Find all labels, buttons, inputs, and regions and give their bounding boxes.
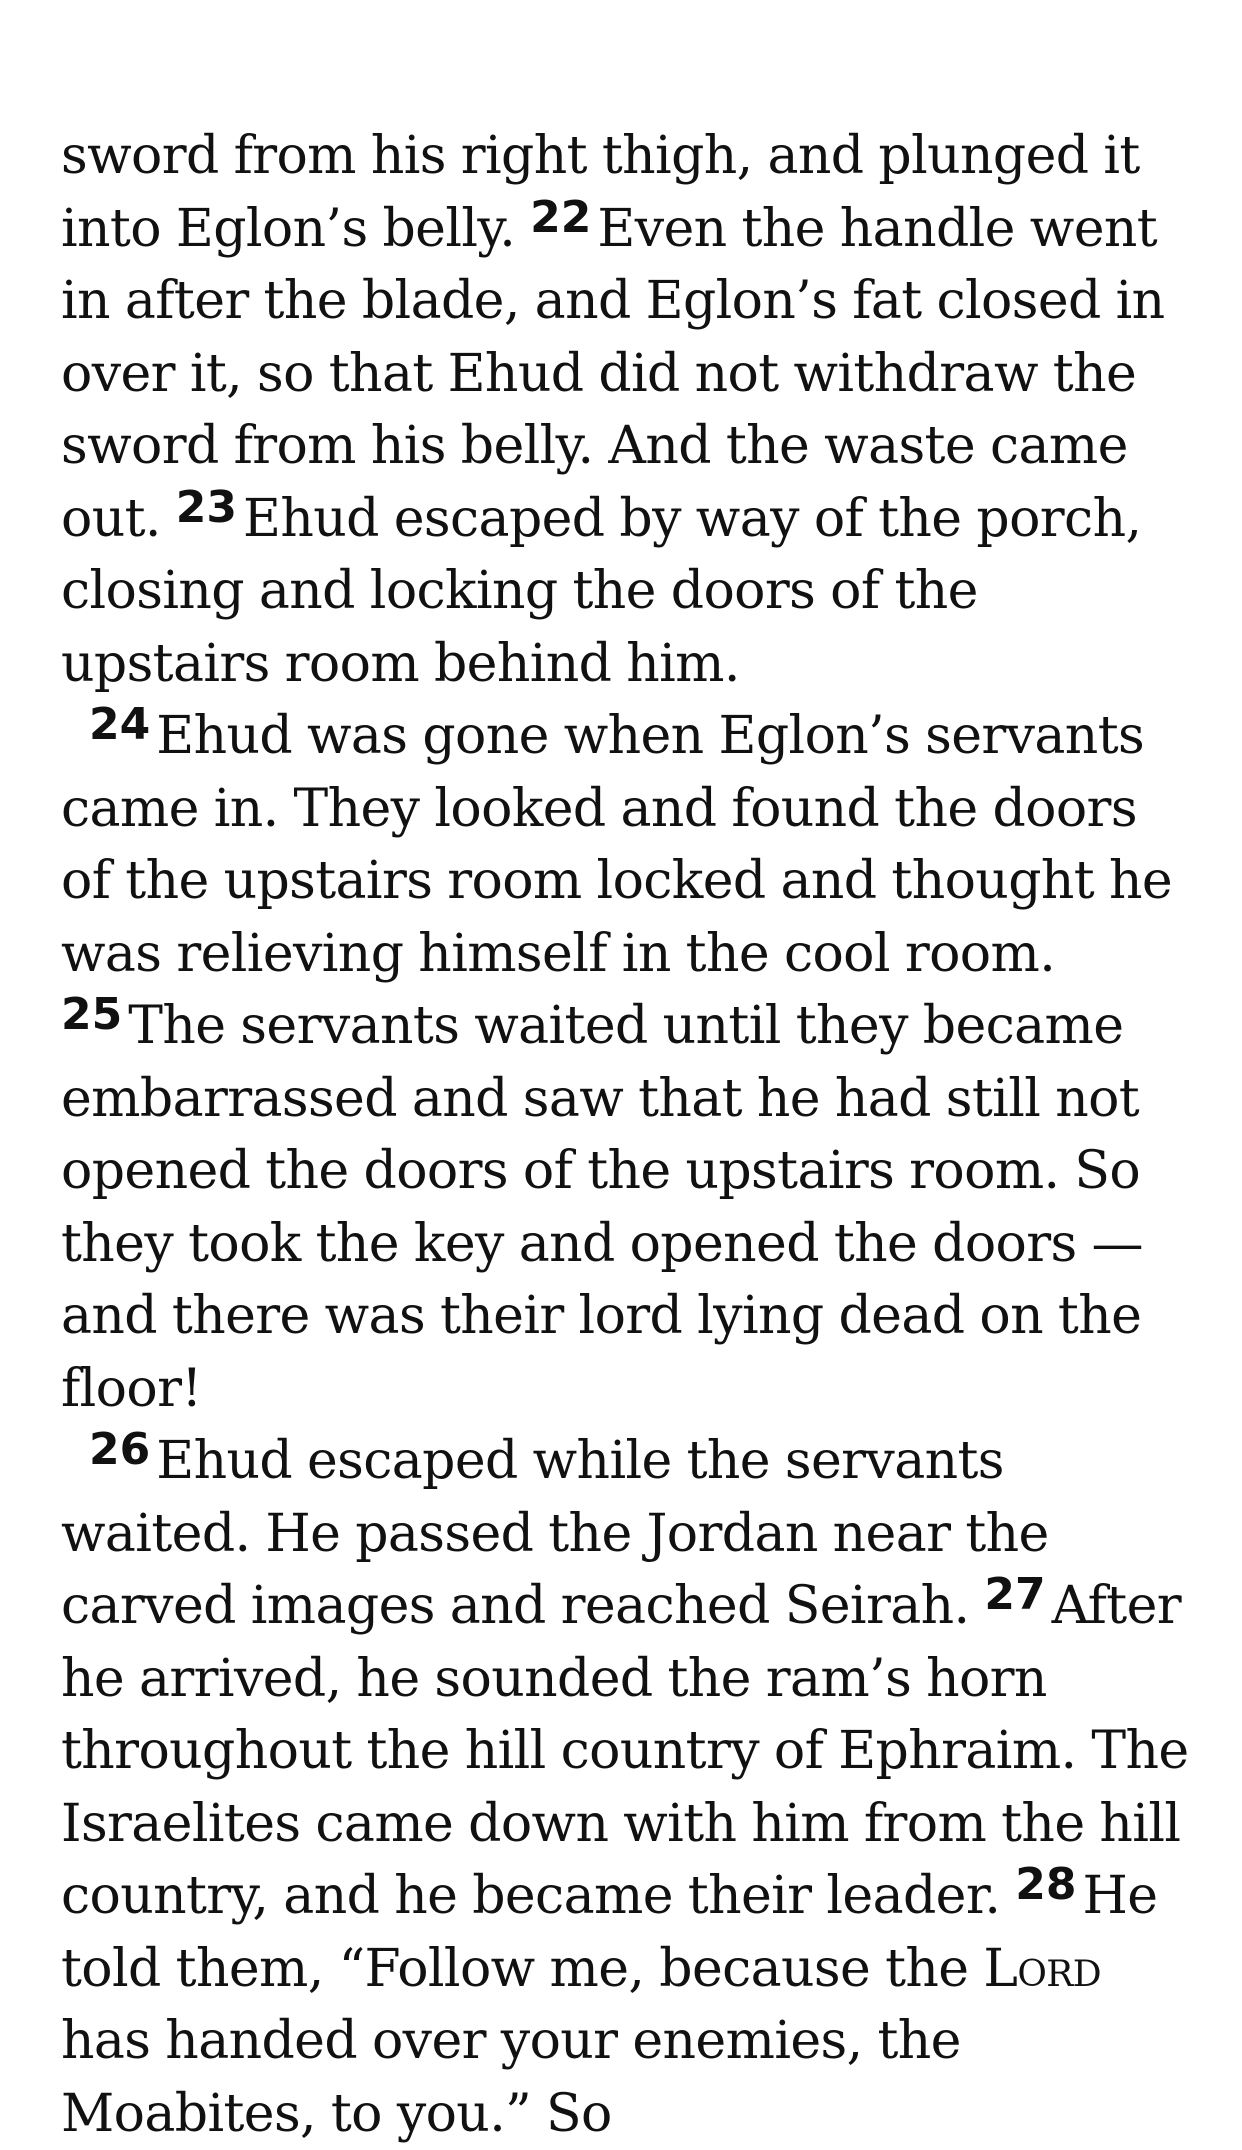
- verse-number[interactable]: 22: [530, 191, 592, 243]
- verse-number[interactable]: 26: [89, 1424, 151, 1475]
- paragraph: [61, 120, 1201, 700]
- verse-text: sword from his right thigh, and plunged it into Eglon’s belly.: [61, 126, 1140, 259]
- verse-text: Even the handle went in after the blade, and Eglon’s fat closed in over it, so that Ehud did not withdraw the sword from his belly. And the waste came out.: [61, 198, 1165, 549]
- verse-number[interactable]: 23: [175, 481, 237, 533]
- verse-text: Ehud escaped by way of the porch, closing and locking the doors of the upstairs room behind him.: [61, 488, 1142, 694]
- verse-text: Ehud escaped while the servants waited. He passed the Jordan near the carved images and reached Seirah.: [61, 1431, 1049, 1636]
- verse-number[interactable]: 24: [89, 699, 151, 750]
- verse-number[interactable]: 28: [1015, 1859, 1077, 1910]
- paragraph: [61, 700, 1201, 1425]
- verse-text: The servants waited until they became embarrassed and saw that he had still not opened the doors of the upstairs room. So they took the key and opened the doors — and there was their lord lying dead on the floor!: [61, 996, 1143, 1419]
- reading-pane: [61, 120, 1201, 2150]
- verse-number[interactable]: 25: [61, 989, 123, 1040]
- verse-text: After he arrived, he sounded the ram’s horn throughout the hill country of Ephraim. The Israelites came down with him from the hill country, and he became their leader.: [61, 1576, 1189, 1926]
- paragraph: [61, 1425, 1201, 2150]
- verse-number[interactable]: 27: [984, 1569, 1046, 1620]
- verse-text: Ehud was gone when Eglon’s servants came in. They looked and found the doors of the upstairs room locked and thought he was relieving himself in the cool room.: [61, 706, 1173, 984]
- divine-name: Lord: [983, 1938, 1102, 1999]
- verse-text: He told them, “Follow me, because the: [61, 1866, 1158, 1999]
- verse-text: has handed over your enemies, the Moabites, to you.” So: [61, 2011, 961, 2144]
